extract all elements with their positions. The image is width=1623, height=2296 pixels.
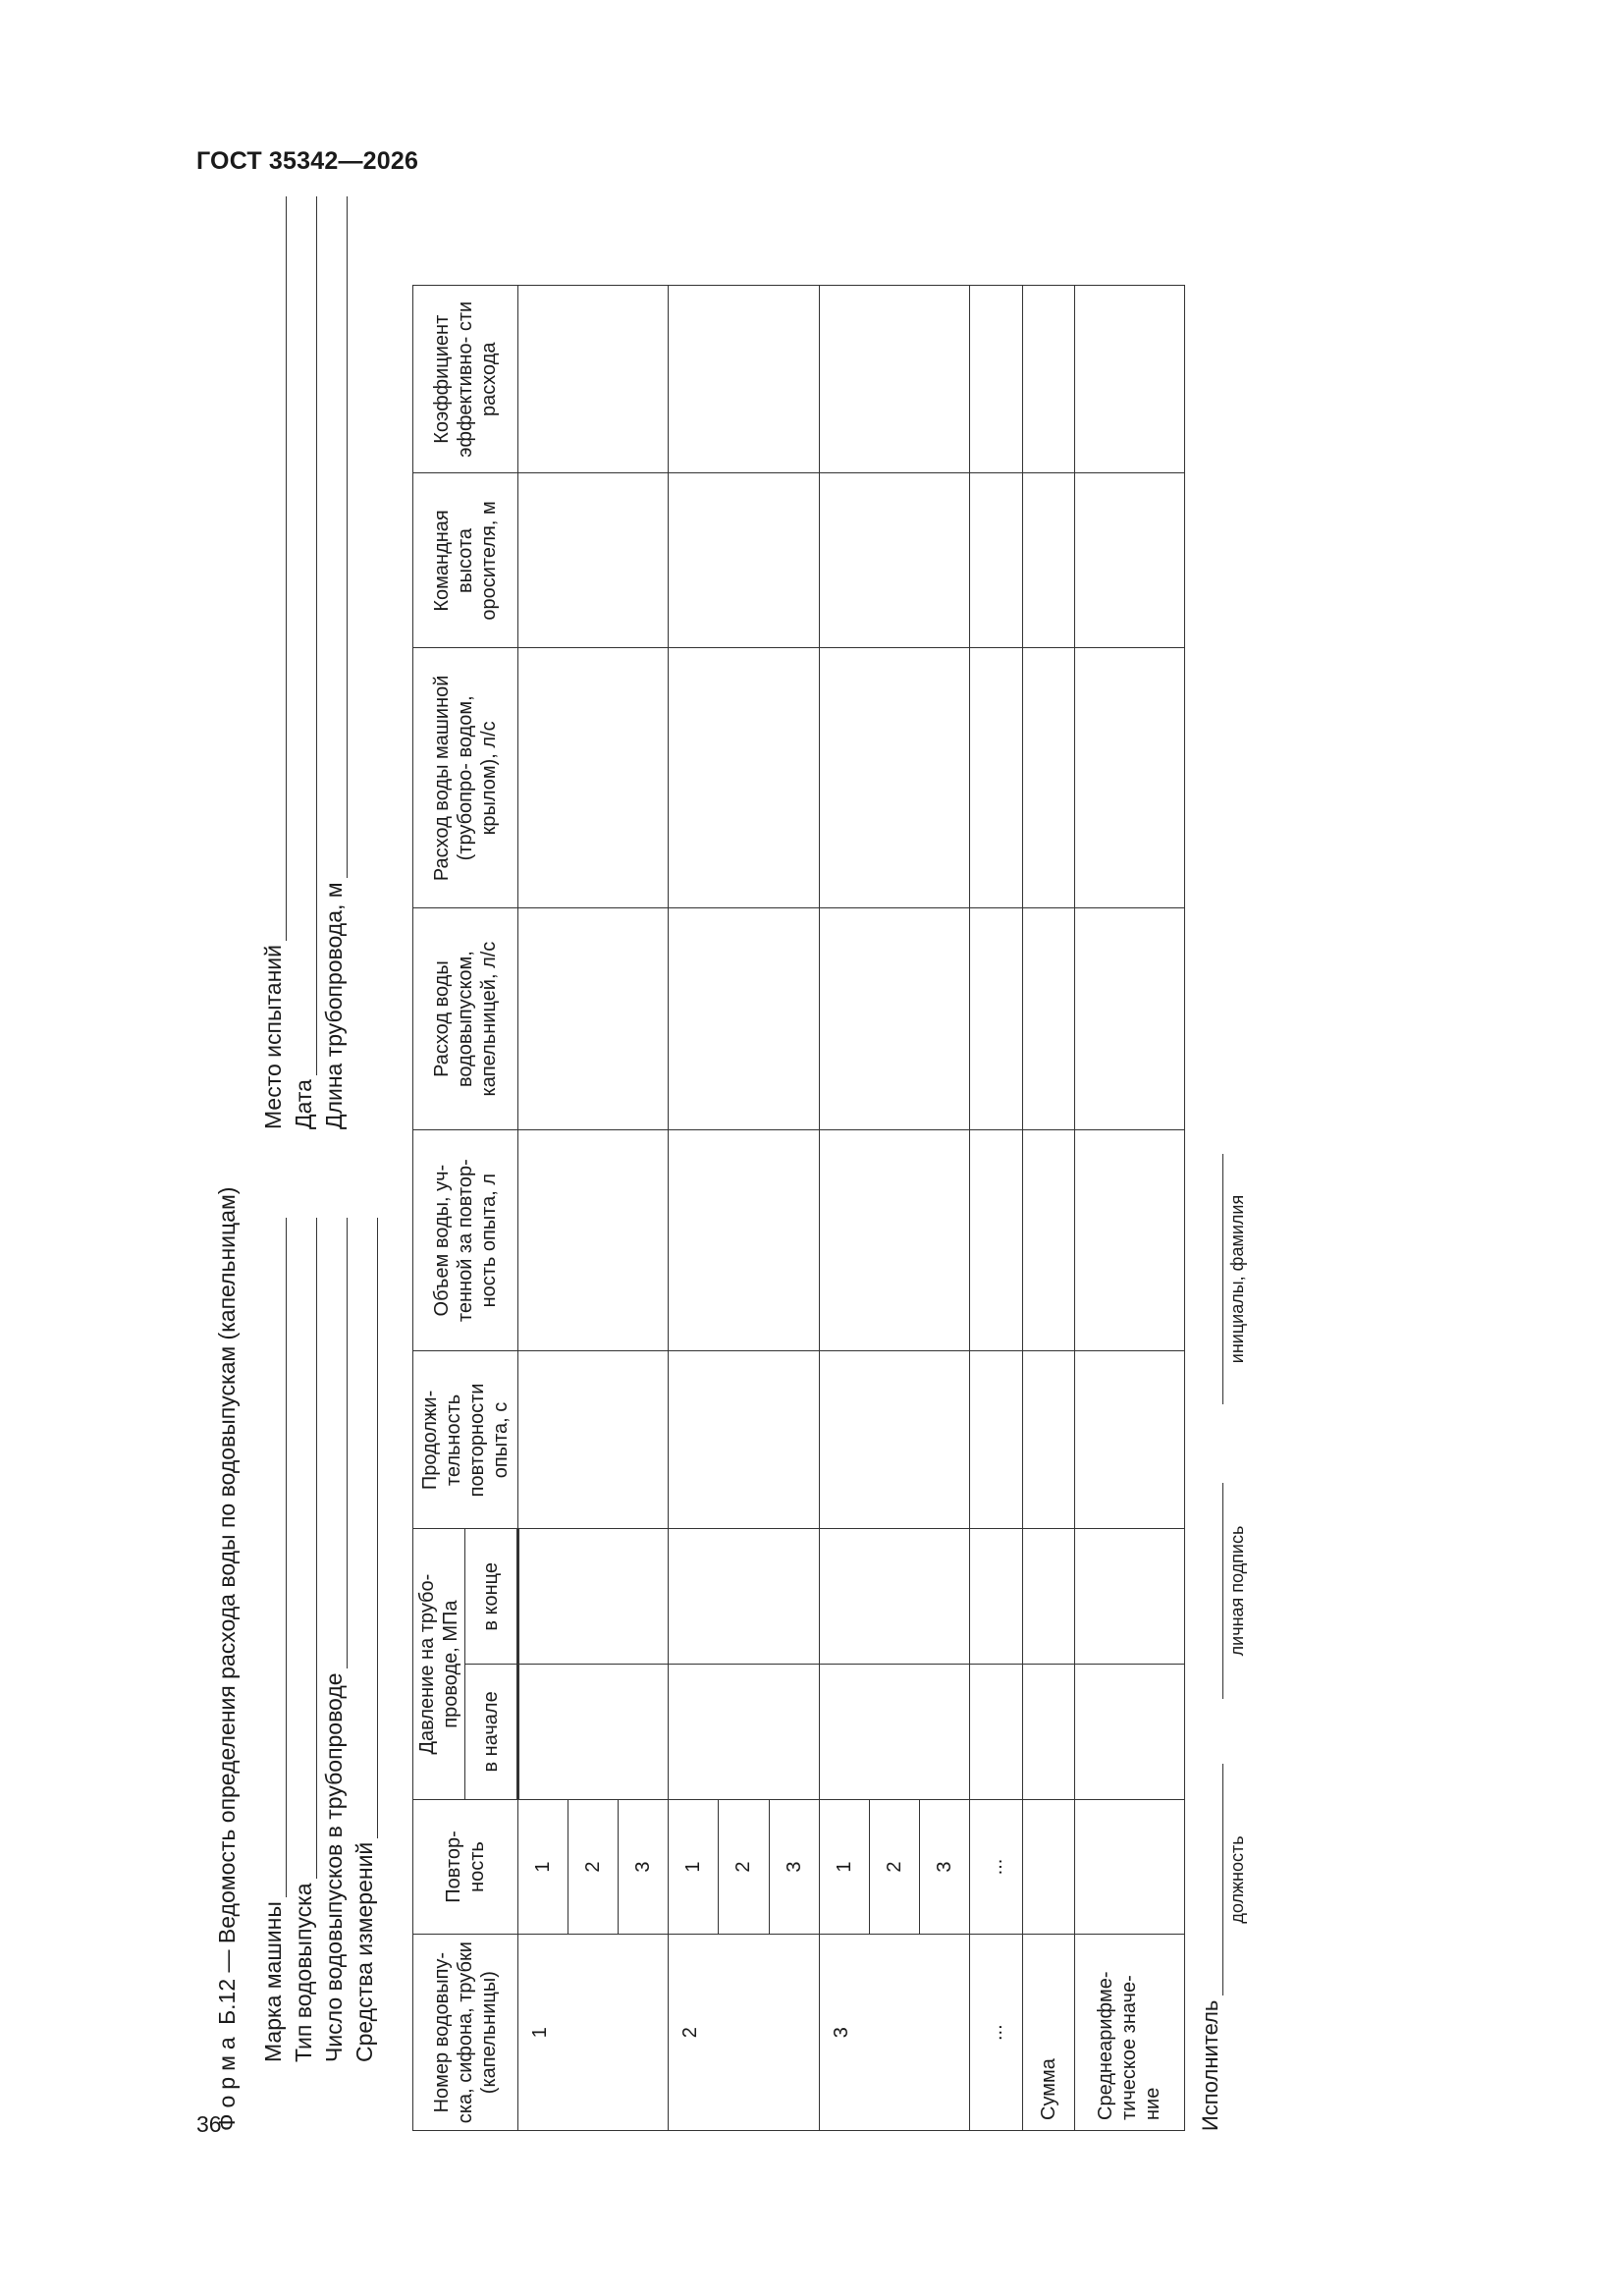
meta-field-test-location[interactable]: Место испытаний xyxy=(256,196,287,1129)
data-cell[interactable] xyxy=(819,908,970,1130)
data-cell[interactable] xyxy=(1022,1529,1074,1665)
meta-field-instruments[interactable]: Средства измерений xyxy=(348,1218,378,2062)
meta-field-pipeline-length[interactable]: Длина трубопровода, м xyxy=(317,196,348,1129)
data-cell[interactable] xyxy=(1074,1799,1184,1935)
data-cell[interactable] xyxy=(970,908,1022,1130)
data-cell[interactable] xyxy=(819,473,970,648)
meta-field-outlet-count[interactable]: Число водовыпусков в трубопроводе xyxy=(317,1218,348,2062)
outlet-number-cell: 1 xyxy=(517,1935,669,2131)
data-cell[interactable] xyxy=(819,1129,970,1351)
form-title-text: Б.12 — Ведомость определения расхода воды по водовыпускам (капельницам) xyxy=(214,1186,240,2032)
name-field[interactable] xyxy=(1196,1154,1223,1404)
data-cell[interactable] xyxy=(517,1529,669,1665)
signature-caption: личная подпись xyxy=(1227,1525,1247,1657)
data-cell[interactable] xyxy=(1074,908,1184,1130)
data-cell[interactable] xyxy=(669,473,820,648)
position-caption: должность xyxy=(1227,1835,1247,1924)
data-cell[interactable] xyxy=(819,1351,970,1529)
col-header-pressure: Давление на трубо- проводе, МПа xyxy=(413,1529,465,1799)
data-cell[interactable] xyxy=(669,286,820,473)
data-cell[interactable] xyxy=(669,648,820,908)
data-cell[interactable] xyxy=(1074,1529,1184,1665)
data-cell[interactable] xyxy=(1022,1799,1074,1935)
data-cell[interactable] xyxy=(669,1351,820,1529)
repetition-cell: 2 xyxy=(568,1799,618,1935)
data-cell[interactable] xyxy=(669,908,820,1130)
data-cell[interactable] xyxy=(970,286,1022,473)
data-cell[interactable] xyxy=(517,1351,669,1529)
position-field[interactable] xyxy=(1196,1764,1223,1995)
data-cell[interactable] xyxy=(1074,1665,1184,1800)
data-cell[interactable] xyxy=(1022,1351,1074,1529)
data-cell[interactable] xyxy=(819,1529,970,1665)
col-header-duration: Продолжи- тельность повторности опыта, с xyxy=(413,1351,518,1529)
col-header-volume: Объем воды, уч- тенной за повтор- ность опыта, л xyxy=(413,1129,518,1351)
meta-left-block xyxy=(256,1218,378,2062)
data-cell[interactable] xyxy=(819,286,970,473)
data-cell[interactable] xyxy=(819,648,970,908)
data-cell[interactable] xyxy=(970,1665,1022,1800)
col-header-head: Командная высота оросителя, м xyxy=(413,473,518,648)
repetition-cell: 3 xyxy=(619,1799,669,1935)
data-cell[interactable] xyxy=(669,1529,820,1665)
repetition-cell: ... xyxy=(970,1799,1022,1935)
meta-field-machine-brand[interactable]: Марка машины xyxy=(256,1218,287,2062)
repetition-cell: 2 xyxy=(719,1799,769,1935)
data-cell[interactable] xyxy=(1074,1351,1184,1529)
signature-block xyxy=(1196,756,1247,2131)
data-cell[interactable] xyxy=(1022,1665,1074,1800)
col-header-flow-machine: Расход воды машиной (трубопро- водом, крылом), л/с xyxy=(413,648,518,908)
data-cell[interactable] xyxy=(970,1351,1022,1529)
col-header-repetition: Повтор- ность xyxy=(413,1799,518,1935)
data-cell[interactable] xyxy=(1074,1129,1184,1351)
repetition-cell: 1 xyxy=(517,1799,568,1935)
data-cell[interactable] xyxy=(517,648,669,908)
data-cell[interactable] xyxy=(970,473,1022,648)
form-title-prefix: Форма xyxy=(214,2031,240,2131)
data-cell[interactable] xyxy=(1022,1129,1074,1351)
col-header-flow-outlet: Расход воды водовыпуском, капельницей, л/с xyxy=(413,908,518,1130)
data-cell[interactable] xyxy=(1022,908,1074,1130)
outlet-number-cell: ... xyxy=(970,1935,1022,2131)
data-cell[interactable] xyxy=(517,1665,669,1800)
outlet-number-cell: 2 xyxy=(669,1935,820,2131)
data-cell[interactable] xyxy=(669,1129,820,1351)
repetition-cell: 2 xyxy=(869,1799,919,1935)
meta-field-outlet-type[interactable]: Тип водовыпуска xyxy=(287,1218,317,2062)
repetition-cell: 3 xyxy=(920,1799,970,1935)
rotated-form-area xyxy=(214,167,1247,2131)
data-cell[interactable] xyxy=(517,286,669,473)
data-cell[interactable] xyxy=(517,1129,669,1351)
data-cell[interactable] xyxy=(970,648,1022,908)
data-cell[interactable] xyxy=(1022,473,1074,648)
data-cell[interactable] xyxy=(1074,648,1184,908)
form-title xyxy=(214,1187,241,2131)
repetition-cell: 3 xyxy=(769,1799,819,1935)
data-cell[interactable] xyxy=(1074,473,1184,648)
repetition-cell: 1 xyxy=(819,1799,869,1935)
data-cell[interactable] xyxy=(1022,286,1074,473)
page-number: 36 xyxy=(196,2111,222,2137)
repetition-cell: 1 xyxy=(669,1799,719,1935)
flow-measurement-table xyxy=(412,285,1185,2131)
standard-code: ГОСТ 35342—2026 xyxy=(196,147,419,175)
col-header-outlet-number: Номер водовыпу- ска, сифона, трубки (капельницы) xyxy=(413,1935,518,2131)
sum-row-label: Сумма xyxy=(1022,1935,1074,2131)
col-header-pressure-start: в начале xyxy=(465,1665,517,1800)
data-cell[interactable] xyxy=(517,473,669,648)
data-cell[interactable] xyxy=(517,908,669,1130)
name-caption: инициалы, фамилия xyxy=(1227,1194,1247,1364)
outlet-number-cell: 3 xyxy=(819,1935,970,2131)
data-cell[interactable] xyxy=(819,1665,970,1800)
data-cell[interactable] xyxy=(1022,648,1074,908)
data-cell[interactable] xyxy=(1074,286,1184,473)
data-cell[interactable] xyxy=(970,1129,1022,1351)
data-cell[interactable] xyxy=(669,1665,820,1800)
col-header-pressure-end: в конце xyxy=(465,1529,517,1665)
meta-right-block xyxy=(256,196,348,1129)
signature-field[interactable] xyxy=(1196,1483,1223,1699)
data-cell[interactable] xyxy=(970,1529,1022,1665)
mean-row-label: Среднеарифме- тическое значе- ние xyxy=(1074,1935,1184,2131)
col-header-coefficient: Коэффициент эффективно- сти расхода xyxy=(413,286,518,473)
meta-field-date[interactable]: Дата xyxy=(287,196,317,1129)
executor-label: Исполнитель xyxy=(1198,1999,1222,2131)
